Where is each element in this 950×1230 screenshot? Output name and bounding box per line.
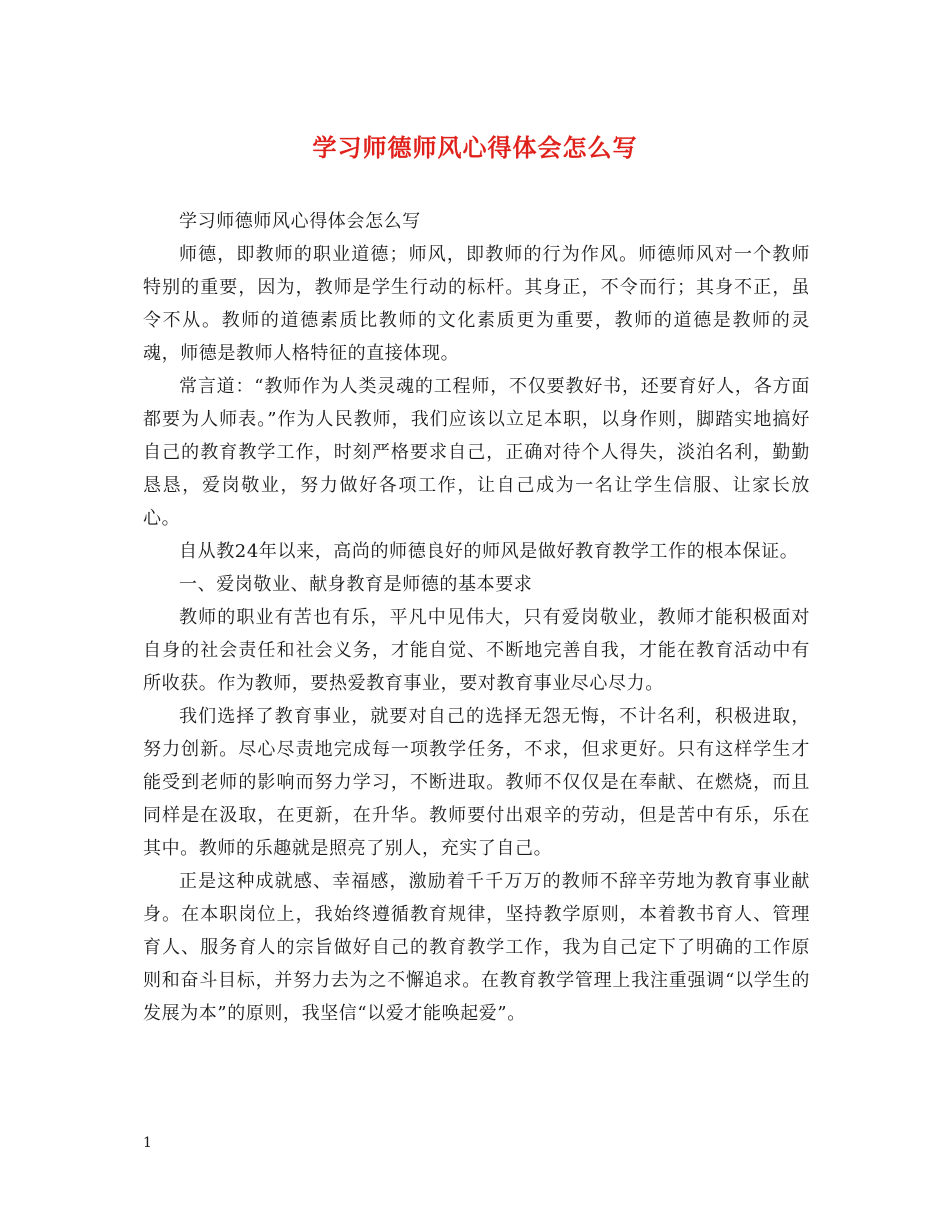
document-title: 学习师德师风心得体会怎么写 <box>312 133 638 162</box>
paragraph: 我们选择了教育事业，就要对自己的选择无怨无悔，不计名利，积极进取，努力创新。尽心尽责地完成每一项教学任务，不求，但求更好。只有这样学生才能受到老师的影响而努力学习，不断进取。教师不仅仅是在奉献、在燃烧，而且同样是在汲取，在更新，在升华。教师要付出艰辛的劳动，但是苦中有乐，乐在其中。教师的乐趣就是照亮了别人，充实了自己。 <box>143 706 810 859</box>
page-number: 1 <box>143 1135 152 1151</box>
section-heading: 一、爱岗敬业、献身教育是师德的基本要求 <box>179 574 533 595</box>
paragraph: 自从教24年以来，高尚的师德良好的师风是做好教育教学工作的根本保证。 <box>179 541 799 562</box>
paragraph-subtitle: 学习师德师风心得体会怎么写 <box>179 211 421 232</box>
paragraph: 正是这种成就感、幸福感，激励着千千万万的教师不辞辛劳地为教育事业献身。在本职岗位上，我始终遵循教育规律，坚持教学原则，本着教书育人、管理育人、服务育人的宗旨做好自己的教育教学工作，我为自己定下了明确的工作原则和奋斗目标，并努力去为之不懈追求。在教育教学管理上我注重强调“以学生的发展为本”的原则，我坚信“以爱才能唤起爱”。 <box>143 871 810 1024</box>
document-body <box>143 205 810 1030</box>
paragraph: 师德，即教师的职业道德；师风，即教师的行为作风。师德师风对一个教师特别的重要，因为，教师是学生行动的标杆。其身正，不令而行；其身不正，虽令不从。教师的道德素质比教师的文化素质更为重要，教师的道德是教师的灵魂，师德是教师人格特征的直接体现。 <box>143 244 810 364</box>
paragraph: 常言道：“教师作为人类灵魂的工程师，不仅要教好书，还要育好人，各方面都要为人师表。”作为人民教师，我们应该以立足本职，以身作则，脚踏实地搞好自己的教育教学工作，时刻严格要求自己，正确对待个人得失，淡泊名利，勤勤恳恳，爱岗敬业，努力做好各项工作，让自己成为一名让学生信服、让家长放心。 <box>143 376 810 529</box>
paragraph: 教师的职业有苦也有乐，平凡中见伟大，只有爱岗敬业，教师才能积极面对自身的社会责任和社会义务，才能自觉、不断地完善自我，才能在教育活动中有所收获。作为教师，要热爱教育事业，要对教育事业尽心尽力。 <box>143 607 810 694</box>
